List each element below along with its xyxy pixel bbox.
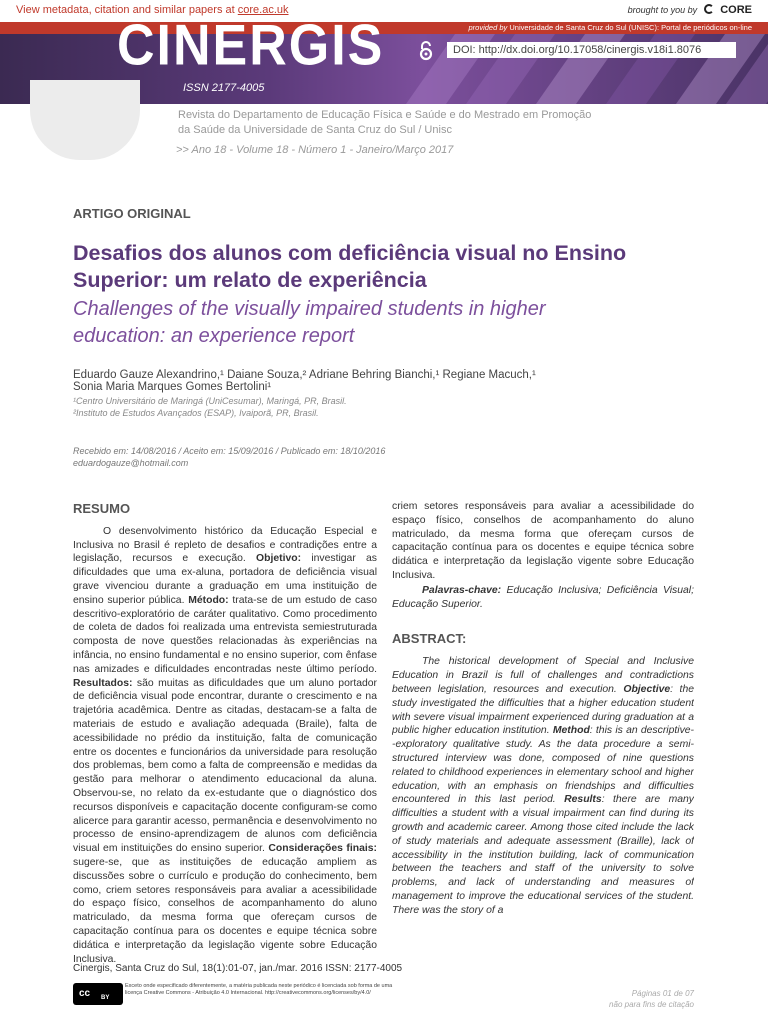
section-label: ARTIGO ORIGINAL (73, 206, 191, 221)
issue-info: >> Ano 18 - Volume 18 - Número 1 - Janeiro/Março 2017 (176, 144, 454, 156)
authors (73, 369, 633, 393)
resumo-continuation: criem setores responsáveis para avaliar a acessibilidade do espaço físico, conselhos de acompanhamento do aluno matriculado, da mesma forma que ofereçam cursos de capacitação contínua para os docentes e equipe técnica sobre didática e interpretação da legislação vigente sobre Educação Inclusiva. (392, 501, 694, 581)
title-english: Challenges of the visually impaired students in higher education: an experience report (73, 298, 546, 347)
contact-email[interactable]: eduardogauze@hotmail.com (73, 458, 189, 468)
page-info: Páginas 01 de 07 não para fins de citação (609, 989, 694, 1009)
brought-by: brought to you by CORE (627, 4, 752, 16)
abstract-heading: ABSTRACT: (392, 630, 467, 646)
resumo-body: O desenvolvimento histórico da Educação Especial e Inclusiva no Brasil é repleto de desafios e contradições entre a legislação, recursos e execução. Objetivo: investigar as dificuldades que uma ex-aluna, portadora de deficiência visual grave vivenciou durante a graduação em uma instituição de ensino superior pública. Método: trata-se de um estudo de caso descritivo-exploratório de caráter qualitativo. Como procedimento de coleta de dados foi realizada uma entrevista semiestruturada composta de nove questões relacionadas às experiências na infância, no ensino fundamental e no ensino superior, com ênfase nas amizades e dificuldades encontradas neste último período. Resultados: são muitas as dificuldades que um aluno portador de deficiência visual pode encontrar, durante o crescimento e na trajetória acadêmica. Dentre as citadas, destacam-se a falta de materiais de estudo e avaliação adequada (Braile), falta de acessibilidade no prédio da instituição, falta de comunicação entre os docentes e funcionários da universidade para resolução dos problemas, bem como a falta de compreensão e medidas da gestão para melhorar o atendimento educacional da aluna. Observou-se, no relato da ex-estudante que o diagnóstico dos recursos disponíveis e capacitação docente configuram-se como alicerce para garantir acesso, permanência e desenvolvimento no processo de ensino-aprendizagem de alunos com deficiência visual em instituições do ensino superior. Considerações finais: sugere-se, que as instituições de educação ampliem as discussões sobre o currículo e produção do conhecimento, bem como, criem setores responsáveis para avaliar a acessibilidade do espaço físico, conselhos de acompanhamento do aluno matriculado, da mesma forma que ofereçam cursos de capacitação contínua para os docentes e equipe técnica sobre didática e interpretação da legislação vigente sobre Educação Inclusiva. (73, 525, 378, 965)
metadata-text: View metadata, citation and similar papers at core.ac.uk (16, 4, 289, 16)
core-label[interactable]: CORE (720, 4, 752, 16)
core-logo-icon (704, 4, 714, 14)
open-access-icon (419, 41, 433, 61)
affiliation-2: ²Instituto de Estudos Avançados (ESAP), Ivaiporã, PR, Brasil. (73, 408, 319, 418)
creative-commons-badge[interactable]: cc BY (73, 983, 123, 1005)
provided-bar: provided by Universidade de Santa Cruz do Sul (UNISC): Portal de periódicos on-line (0, 22, 768, 34)
article-dates (73, 445, 385, 469)
journal-logo: CINERGIS (117, 14, 385, 78)
dates-line: Recebido em: 14/08/2016 / Aceito em: 15/09/2016 / Publicado em: 18/10/2016 (73, 446, 386, 456)
doi-link[interactable]: DOI: http://dx.doi.org/10.17058/cinergis.v18i1.8076 (447, 42, 736, 58)
title-portuguese: Desafios dos alunos com deficiência visual no Ensino Superior: um relato de experiência (73, 241, 627, 292)
authors-line-2: Sonia Maria Marques Gomes Bertolini¹ (73, 381, 272, 393)
affiliations (73, 395, 347, 419)
core-link[interactable]: core.ac.uk (237, 4, 289, 16)
citation-footer: Cinergis, Santa Cruz do Sul, 18(1):01-07, jan./mar. 2016 ISSN: 2177-4005 (73, 963, 403, 974)
resumo-section (73, 502, 377, 966)
decorative-c-shape (30, 80, 140, 160)
right-column (392, 500, 694, 950)
license-text: Exceto onde especificado diferentemente, a matéria publicada neste periódico é licenciada sob forma de uma licença Creative Commons - Atribuição 4.0 Internacional. http://creativecommons.org/licenses/by/4.0/ (125, 983, 393, 996)
authors-line-1: Eduardo Gauze Alexandrino,¹ Daiane Souza,² Adriane Behring Bianchi,¹ Regiane Macuch,¹ (73, 369, 536, 381)
journal-description: Revista do Departamento de Educação Física e Saúde e do Mestrado em Promoção da Saúde da Universidade de Santa Cruz do Sul / Unisc (178, 109, 592, 136)
keywords: Palavras-chave: Educação Inclusiva; Deficiência Visual; Educação Superior. (392, 585, 694, 610)
journal-issn: ISSN 2177-4005 (183, 82, 265, 94)
affiliation-1: ¹Centro Universitário de Maringá (UniCesumar), Maringá, PR, Brasil. (73, 396, 347, 406)
abstract-body: The historical development of Special and Inclusive Education in Brazil is full of challenges and contradictions between legislation, resources and execution. Objective: the study investigated the difficulties that a higher education student with severe visual impairment experienced during graduation at a public higher education institution. Method: this is an descriptive--exploratory qualitative study. As the data procedure a semi-structured interview was done, composed of nine questions related to childhood experiences in elementary school and higher education, with an emphasis on friendships and difficulties encountered in this last period. Results: there are many difficulties a student with a visual impairment can find during its growth and academic career. Among those cited include the lack of study materials and adequate assessment (Braille), lack of accessibility in the institution building, lack of communication between the teachers and staff of the university to solve problems, and lack of understanding and measures of management to improve the educational services of the student. There was the story of a (392, 656, 694, 916)
resumo-heading: RESUMO (73, 501, 131, 516)
provider-link[interactable]: Universidade de Santa Cruz do Sul (UNISC): Portal de periódicos on-line (509, 23, 752, 32)
